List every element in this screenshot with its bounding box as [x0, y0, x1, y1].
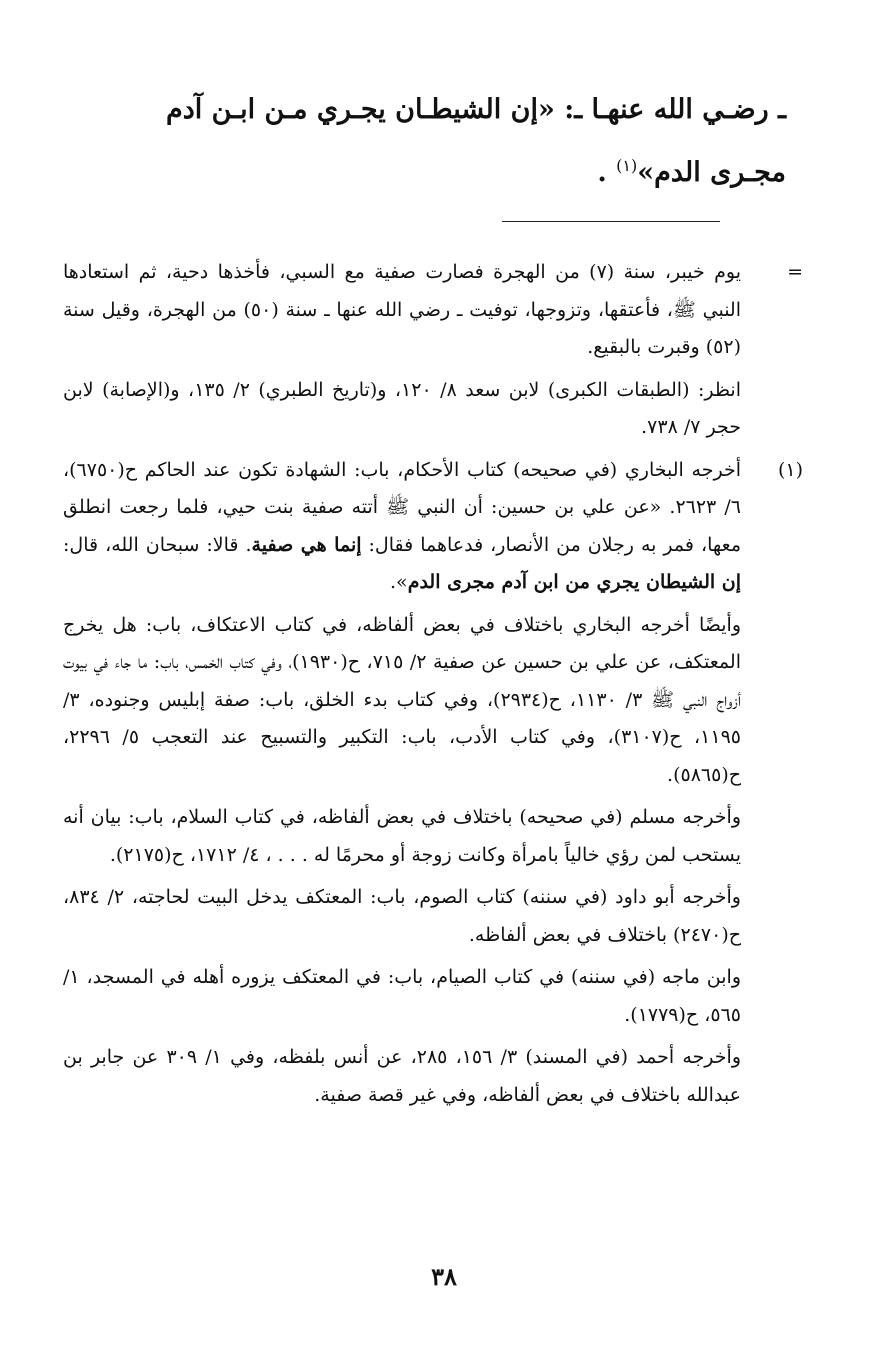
continuation-marker: = — [787, 261, 803, 283]
footnote-paragraph: انظر: (الطبقات الكبرى) لابن سعد ٨/ ١٢٠، و(تاريخ الطبري) ٢/ ١٣٥، و(الإصابة) لابن حجر ٧/ ٧٣٨. — [63, 378, 741, 438]
main-text-hadith-quote: إن الشيطـان يجـري مـن ابـن آدم مجـرى الدم — [166, 94, 786, 188]
footnote-text: أخرجه البخاري (في صحيحه) كتاب الأحكام، باب: الشهادة تكون عند الحاكم ح(٦٧٥٠)، ٦/ ٢٦٢٣. «عن علي بن حسين: أن النبي ﷺ أتته صفية بنت حيي، فلما رجعت انطلق معها، فمر به رجلان من الأنصار، فدعاهما فقال: — [63, 458, 741, 556]
page-number: ٣٨ — [431, 1262, 457, 1291]
footnote-paragraph: وأخرجه أحمد (في المسند) ٣/ ١٥٦، ٢٨٥، عن أنس بلفظه، وفي ١/ ٣٠٩ عن جابر بن عبدالله باختلاف في بعض ألفاظه، وفي غير قصة صفية. — [63, 1046, 741, 1106]
footnote-paragraph — [63, 452, 741, 602]
footnote-paragraph: وأخرجه أبو داود (في سننه) كتاب الصوم، باب: المعتكف يدخل البيت لحاجته، ٢/ ٨٣٤، ح(٢٤٧٠) باختلاف في بعض ألفاظه. — [63, 886, 741, 946]
footnote-1 — [63, 452, 803, 1115]
footnote-bold-text: إن الشيطان يجري من ابن آدم مجرى الدم — [407, 571, 741, 593]
footnote-paragraph: يوم خيبر، سنة (٧) من الهجرة فصارت صفية مع السبي، فأخذها دحية، ثم استعادها النبي ﷺ، فأعتقها، وتزوجها، توفيت ـ رضي الله عنها ـ سنة (٥٠) من الهجرة، وقيل سنة (٥٢) وقبرت بالبقيع. — [63, 261, 741, 358]
main-text — [96, 82, 786, 201]
footnote-continued — [63, 254, 803, 447]
footnote-text: . قالا: سبحان الله، قال: — [63, 533, 252, 556]
footnote-number: (١) — [777, 458, 803, 481]
main-text-intro: ـ رضـي الله عنهـا ـ: « — [537, 94, 786, 125]
footnotes — [63, 254, 803, 1119]
footnote-reference[interactable]: (١) — [616, 156, 638, 175]
footnote-separator-rule — [502, 221, 720, 222]
footnote-text: ». — [390, 571, 408, 593]
footnote-paragraph: وابن ماجه (في سننه) في كتاب الصيام، باب: في المعتكف يزوره أهله في المسجد، ١/ ٥٦٥، ح(١٧٧٩). — [63, 966, 741, 1026]
main-text-quote-close: » — [637, 157, 655, 188]
footnote-bold-text: إنما هي صفية — [251, 533, 362, 556]
footnote-paragraph: وأخرجه مسلم (في صحيحه) باختلاف في بعض ألفاظه، في كتاب السلام، باب: بيان أنه يستحب لمن رؤي خالياً بامرأة وكانت زوجة أو محرمًا له . . . ، ٤/ ١٧١٢، ح(٢١٧٥). — [63, 806, 741, 866]
footnote-paragraph: وأيضًا أخرجه البخاري باختلاف في بعض ألفاظه، في كتاب الاعتكاف، باب: هل يخرج المعتكف، عن علي بن حسين عن صفية ٢/ ٧١٥، ح(١٩٣٠)، وفي كتاب الخمس، باب: ما جاء في بيوت أزواج النبي ﷺ ٣/ ١١٣٠، ح(٢٩٣٤)، وفي كتاب بدء الخلق، باب: صفة إبليس وجنوده، ٣/ ١١٩٥، ح(٣١٠٧)، وفي كتاب الأدب، باب: التكبير والتسبيح عند التعجب ٥/ ٢٢٩٦، ح(٥٨٦٥). — [63, 613, 741, 786]
main-text-end: . — [597, 157, 617, 188]
